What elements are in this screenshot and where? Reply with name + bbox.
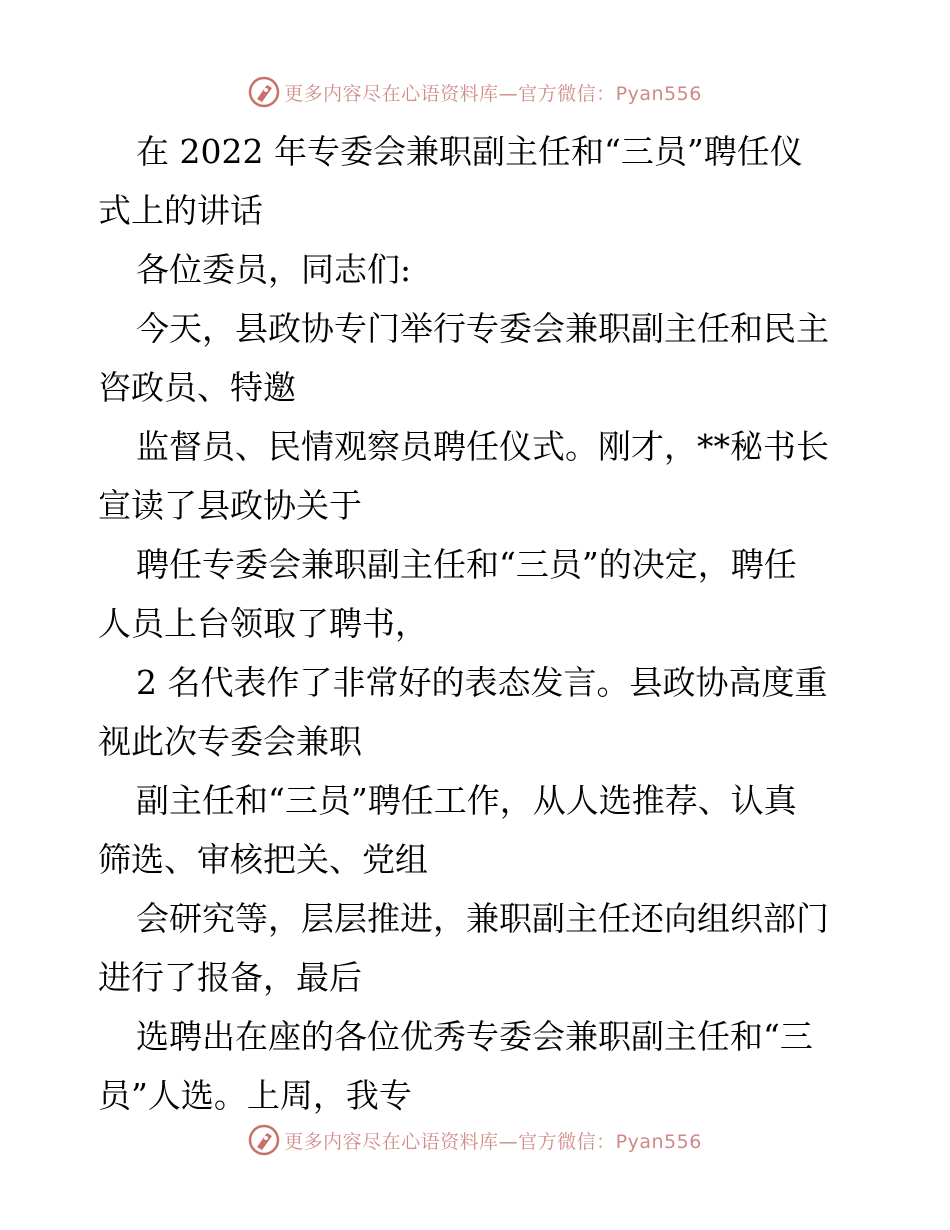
text-line: 副主任和“三员”聘任工作，从人选推荐、认真 (136, 781, 797, 820)
text-line: 人员上台领取了聘书， (98, 604, 428, 643)
text-line: 员”人选。上周，我专 (98, 1076, 412, 1115)
footer-banner-text: 更多内容尽在心语资料库—官方微信：Pyan556 (284, 1130, 702, 1153)
text-line: 在 2022 年专委会兼职副主任和“三员”聘任仪 (136, 132, 803, 171)
text-line: 聘任专委会兼职副主任和“三员”的决定，聘任 (136, 545, 797, 584)
text-line: 筛选、审核把关、党组 (98, 840, 428, 879)
text-line: 今天，县政协专门举行专委会兼职副主任和民主 (136, 309, 829, 348)
text-line: 2 名代表作了非常好的表态发言。县政协高度重 (136, 663, 828, 702)
text-line: 会研究等，层层推进，兼职副主任还向组织部门 (136, 899, 829, 938)
text-line: 各位委员，同志们: (136, 250, 412, 289)
text-line: 式上的讲话 (98, 191, 263, 230)
footer-banner (0, 1120, 950, 1160)
header-banner (0, 72, 950, 112)
text-line: 进行了报备，最后 (98, 958, 362, 997)
document-body (98, 122, 858, 1125)
text-line: 监督员、民情观察员聘任仪式。刚才，**秘书长 (136, 427, 829, 466)
text-line: 咨政员、特邀 (98, 368, 296, 407)
header-banner-text: 更多内容尽在心语资料库—官方微信：Pyan556 (284, 82, 702, 105)
text-line: 视此次专委会兼职 (98, 722, 362, 761)
text-line: 选聘出在座的各位优秀专委会兼职副主任和“三 (136, 1017, 813, 1056)
pen-nib-logo-icon (248, 76, 280, 108)
pen-nib-logo-icon (248, 1124, 280, 1156)
text-line: 宣读了县政协关于 (98, 486, 362, 525)
